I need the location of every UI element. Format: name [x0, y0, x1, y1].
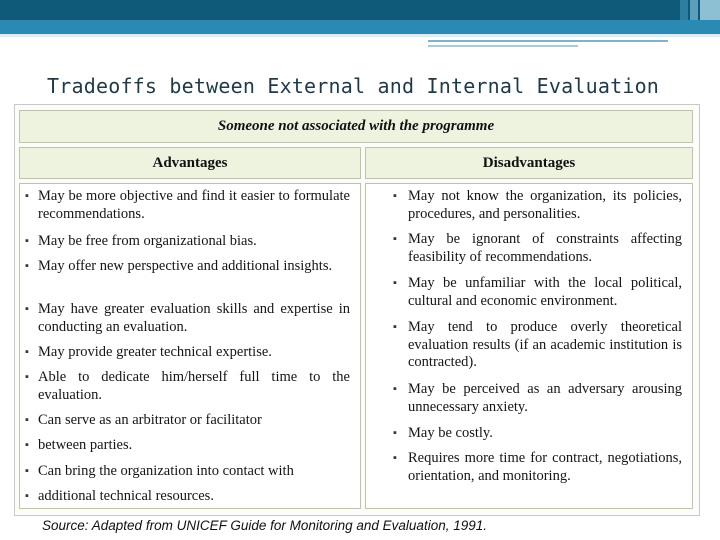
advantage-item: ▪ May be more objective and find it easier to formulate recommendations. — [38, 188, 350, 223]
comparison-table-figure — [14, 104, 700, 516]
banner-accent-block — [700, 0, 720, 20]
decorative-line — [428, 40, 668, 42]
advantage-item: ▪ May have greater evaluation skills and expertise in conducting an evaluation. — [38, 301, 350, 336]
advantage-item: ▪ Can serve as an arbitrator or facilitator — [38, 412, 350, 430]
banner-accent-block — [680, 0, 688, 20]
decorative-line — [428, 45, 578, 47]
advantage-item: ▪ May provide greater technical expertise. — [38, 344, 350, 362]
disadvantage-item: ▪ May be ignorant of constraints affecting feasibility of recommendations. — [408, 231, 682, 266]
advantage-item: ▪ Able to dedicate him/herself full time to the evaluation. — [38, 369, 350, 404]
disadvantage-item: ▪ May be perceived as an adversary arousing unnecessary anxiety. — [408, 381, 682, 416]
disadvantages-panel — [365, 183, 693, 509]
banner-sub-bar — [0, 20, 720, 34]
disadvantage-item: ▪ May tend to produce overly theoretical evaluation results (if an academic institution is contracted). — [408, 319, 682, 372]
advantage-item: ▪ additional technical resources. — [38, 488, 350, 506]
advantages-column-header: Advantages — [19, 147, 361, 179]
top-banner-bar — [0, 0, 720, 20]
advantage-item: ▪ May offer new perspective and additional insights. — [38, 258, 350, 276]
disadvantages-column-header: Disadvantages — [365, 147, 693, 179]
advantage-item: ▪ Can bring the organization into contact with — [38, 463, 350, 481]
advantage-item: ▪ May be free from organizational bias. — [38, 233, 350, 251]
banner-accent-block — [690, 0, 698, 20]
disadvantage-item: ▪ May not know the organization, its policies, procedures, and personalities. — [408, 188, 682, 223]
disadvantage-item: ▪ May be unfamiliar with the local political, cultural and economic environment. — [408, 275, 682, 310]
slide-title: Tradeoffs between External and Internal Evaluation — [47, 74, 660, 98]
advantage-item: ▪ between parties. — [38, 437, 350, 455]
banner-divider — [0, 34, 720, 37]
advantages-panel — [19, 183, 361, 509]
table-header-band: Someone not associated with the programme — [19, 110, 693, 143]
disadvantage-item: ▪ May be costly. — [408, 425, 682, 443]
disadvantage-item: ▪ Requires more time for contract, negotiations, orientation, and monitoring. — [408, 450, 682, 485]
source-citation: Source: Adapted from UNICEF Guide for Monitoring and Evaluation, 1991. — [42, 518, 487, 533]
